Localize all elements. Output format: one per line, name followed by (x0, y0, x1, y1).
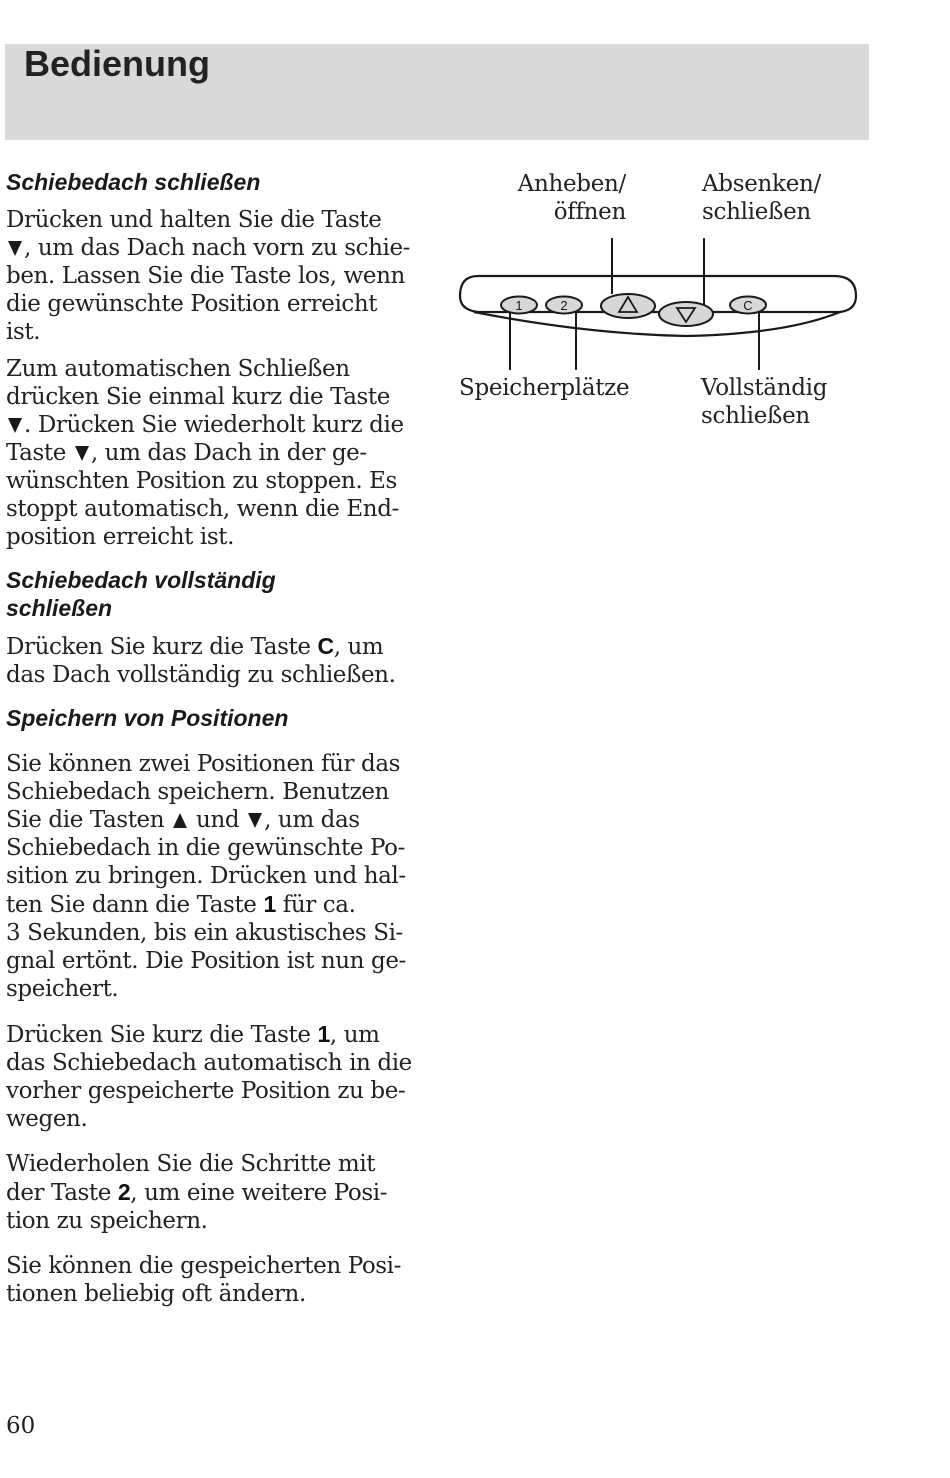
text-line (6, 1020, 424, 1049)
text-run: , um eine weitere Posi- (130, 1180, 388, 1206)
text-run: Taste (6, 440, 66, 466)
key-2-label: 2 (117, 1179, 131, 1205)
text-line: wegen. (6, 1106, 88, 1132)
label-line: Absenken/ (702, 171, 821, 197)
label-line: Vollständig (701, 375, 828, 401)
text-line: position erreicht ist. (6, 524, 235, 550)
text-line: Wiederholen Sie die Schritte mit (6, 1151, 376, 1177)
label-line: schließen (702, 199, 811, 225)
text-run: der Taste (6, 1180, 111, 1206)
label-memory-slots: Speicherplätze (459, 375, 630, 401)
text-line: Zum automatischen Schließen (6, 356, 350, 382)
text-line: speichert. (6, 976, 119, 1002)
text-run: für ca. (282, 892, 356, 918)
text-line: das Dach vollständig zu schließen. (6, 662, 396, 688)
text-line (6, 234, 424, 262)
triangle-down-icon (8, 241, 22, 256)
label-line: Anheben/ (517, 171, 626, 197)
paragraph-close-auto (6, 355, 424, 551)
paragraph-repeat (6, 1150, 424, 1235)
text-line: 3 Sekunden, bis ein akustisches Si- (6, 920, 403, 946)
key-1-label: 1 (263, 891, 276, 917)
memory-2-button-label: 2 (560, 298, 568, 313)
text-run: . Drücken Sie wiederholt kurz die (24, 412, 404, 438)
full-close-button-label: C (743, 298, 753, 313)
text-line: drücken Sie einmal kurz die Taste (6, 384, 390, 410)
sunroof-control-diagram (456, 166, 860, 436)
text-line: vorher gespeicherte Position zu be- (6, 1078, 406, 1104)
label-line: schließen (701, 403, 810, 429)
text-line: das Schiebedach automatisch in die (6, 1050, 412, 1076)
text-run: und (196, 807, 240, 833)
paragraph-full-close (6, 632, 424, 689)
text-line: Schiebedach in die gewünschte Po- (6, 835, 405, 861)
text-line: die gewünschte Position erreicht (6, 291, 378, 317)
text-line: Sie können zwei Positionen für das (6, 751, 401, 777)
text-run: ten Sie dann die Taste (6, 892, 257, 918)
text-line: Drücken und halten Sie die Taste (6, 207, 382, 233)
text-line (6, 1178, 424, 1207)
heading-full-close (6, 566, 424, 622)
text-run: , um das Dach nach vorn zu schie- (24, 235, 411, 261)
heading-save-positions: Speichern von Positionen (6, 705, 289, 731)
text-line: gnal ertönt. Die Position ist nun ge- (6, 948, 406, 974)
text-line (6, 439, 424, 467)
paragraph-recall (6, 1020, 424, 1133)
memory-1-button-label: 1 (515, 298, 523, 313)
text-line (6, 890, 424, 919)
triangle-down-icon (248, 813, 262, 828)
heading-line: Schiebedach vollständig (6, 567, 276, 593)
text-run: Drücken Sie kurz die Taste (6, 1022, 311, 1048)
text-run: , um (333, 634, 384, 660)
text-column (6, 168, 424, 1308)
text-line: Sie können die gespeicherten Posi- (6, 1253, 402, 1279)
text-line (6, 411, 424, 439)
text-line: ben. Lassen Sie die Taste los, wenn (6, 263, 405, 289)
label-line: öffnen (553, 199, 626, 225)
panel-lower-bulge (474, 312, 840, 336)
text-run: Drücken Sie kurz die Taste (6, 634, 311, 660)
text-line: wünschten Position zu stoppen. Es (6, 468, 397, 494)
paragraph-change (6, 1252, 424, 1308)
paragraph-save (6, 750, 424, 1003)
text-run: , um das (264, 807, 360, 833)
text-line (6, 806, 424, 834)
text-line: stoppt automatisch, wenn die End- (6, 496, 399, 522)
text-line: ist. (6, 319, 41, 345)
section-title: Bedienung (24, 43, 210, 84)
text-run: , um (329, 1022, 380, 1048)
text-line: sition zu bringen. Drücken und hal- (6, 863, 406, 889)
text-line: tionen beliebig oft ändern. (6, 1281, 306, 1307)
page-number: 60 (6, 1413, 36, 1439)
text-line: tion zu speichern. (6, 1208, 208, 1234)
text-line: Schiebedach speichern. Benutzen (6, 779, 389, 805)
text-run: , um das Dach in der ge- (90, 440, 367, 466)
text-run: Sie die Tasten (6, 807, 165, 833)
control-panel-drawing (456, 166, 860, 436)
heading-line: schließen (6, 595, 113, 621)
key-c-label: C (317, 633, 334, 659)
triangle-down-icon (8, 418, 22, 433)
heading-close-sunroof: Schiebedach schließen (6, 169, 261, 195)
key-1-label: 1 (317, 1021, 330, 1047)
text-line (6, 632, 424, 661)
paragraph-close-hold (6, 206, 424, 346)
triangle-up-icon (173, 813, 187, 828)
triangle-down-icon (75, 446, 89, 461)
